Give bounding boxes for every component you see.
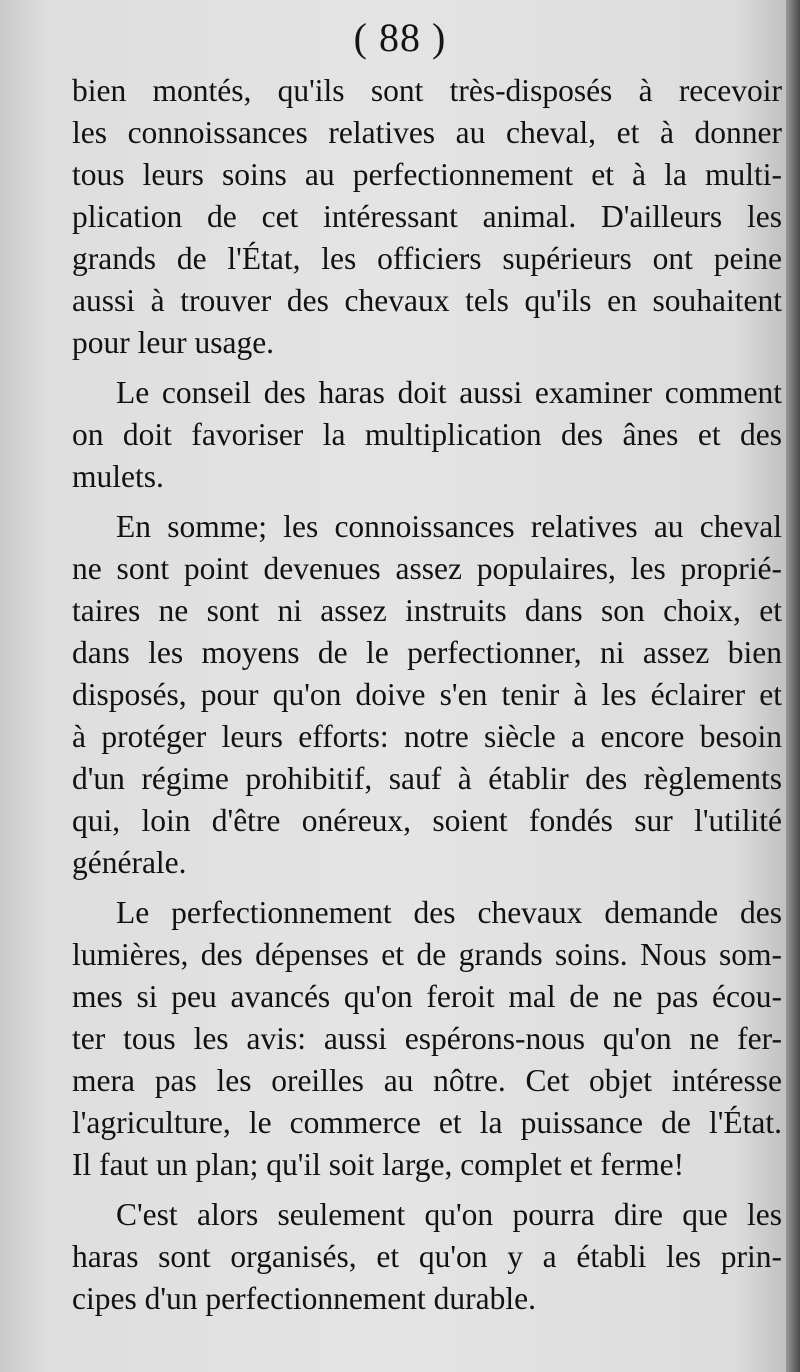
text-line: d'un régime prohibitif, sauf à établir des règlements — [72, 761, 782, 796]
page-number: ( 88 ) — [353, 15, 447, 60]
paragraph-gap — [72, 364, 782, 372]
text-line: haras sont organisés, et qu'on y a établi les prin- — [72, 1239, 782, 1274]
text-line: disposés, pour qu'on doive s'en tenir à les éclairer et — [72, 677, 782, 712]
text-line: Le perfectionnement des chevaux demande des — [116, 895, 782, 930]
text-line: plication de cet intéressant animal. D'ailleurs les — [72, 199, 782, 234]
text-line: mera pas les oreilles au nôtre. Cet objet intéresse — [72, 1063, 782, 1098]
text-line: mes si peu avancés qu'on feroit mal de ne pas écou- — [72, 979, 782, 1014]
paragraph — [72, 70, 782, 364]
text-line: aussi à trouver des chevaux tels qu'ils en souhaitent — [72, 283, 782, 318]
paragraph — [72, 1194, 782, 1320]
text-line: tous leurs soins au perfectionnement et à la multi- — [72, 157, 782, 192]
text-line: grands de l'État, les officiers supérieurs ont peine — [72, 241, 782, 276]
text-line: générale. — [72, 845, 187, 880]
paragraph — [72, 892, 782, 1186]
paragraph — [72, 506, 782, 884]
paragraph — [72, 372, 782, 498]
text-line: l'agriculture, le commerce et la puissance de l'État. — [72, 1105, 782, 1140]
text-line: cipes d'un perfectionnement durable. — [72, 1281, 536, 1316]
text-line: ne sont point devenues assez populaires, les proprié- — [72, 551, 782, 586]
text-line: Il faut un plan; qu'il soit large, complet et ferme! — [72, 1147, 685, 1182]
body-text — [72, 70, 782, 1320]
text-line: on doit favoriser la multiplication des ânes et des — [72, 417, 782, 452]
text-line: bien montés, qu'ils sont très-disposés à recevoir — [72, 73, 782, 108]
text-line: En somme; les connoissances relatives au cheval — [116, 509, 782, 544]
text-line: mulets. — [72, 459, 164, 494]
text-line: C'est alors seulement qu'on pourra dire que les — [116, 1197, 782, 1232]
paragraph-gap — [72, 884, 782, 892]
text-line: les connoissances relatives au cheval, et à donner — [72, 115, 782, 150]
text-line: pour leur usage. — [72, 325, 275, 360]
page-edge-shadow — [786, 0, 800, 1372]
text-line: qui, loin d'être onéreux, soient fondés sur l'utilité — [72, 803, 782, 838]
text-line: à protéger leurs efforts: notre siècle a encore besoin — [72, 719, 782, 754]
text-line: Le conseil des haras doit aussi examiner comment — [116, 375, 782, 410]
paragraph-gap — [72, 1186, 782, 1194]
text-line: taires ne sont ni assez instruits dans son choix, et — [72, 593, 782, 628]
paragraph-gap — [72, 498, 782, 506]
text-line: dans les moyens de le perfectionner, ni assez bien — [72, 635, 782, 670]
text-line: lumières, des dépenses et de grands soins. Nous som- — [72, 937, 782, 972]
text-line: ter tous les avis: aussi espérons-nous qu'on ne fer- — [72, 1021, 782, 1056]
